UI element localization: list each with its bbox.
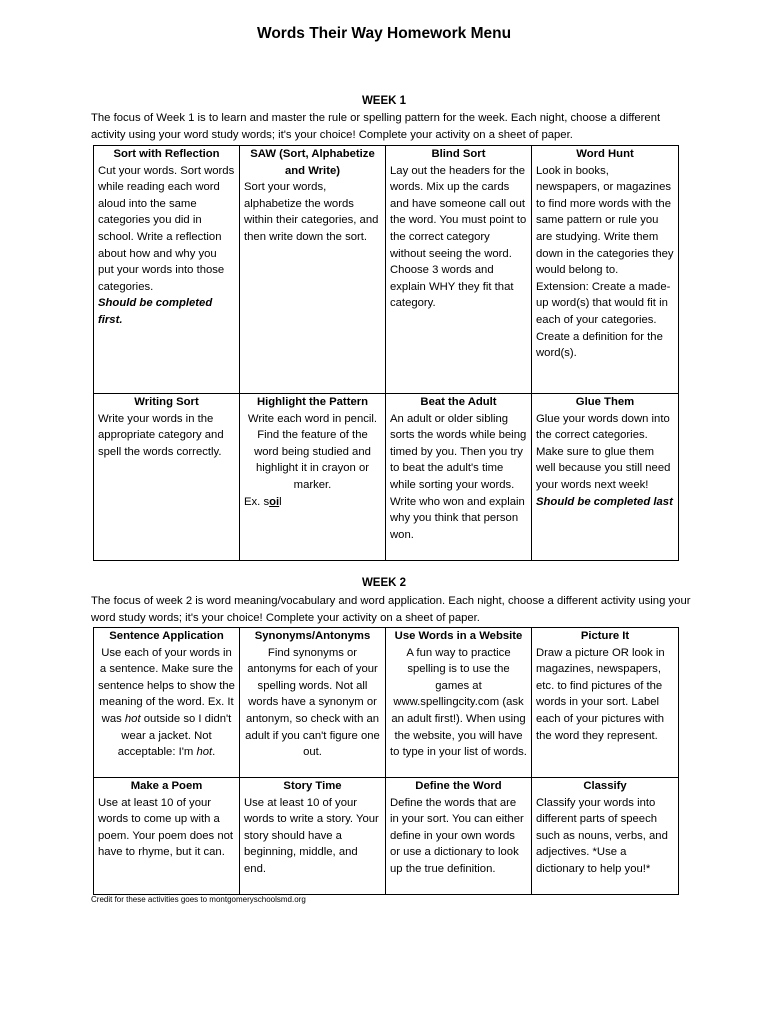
activity-cell — [386, 394, 532, 561]
activity-description: Glue your words down into the correct categories. Make sure to glue them well because you still need your words next week! — [536, 412, 671, 491]
activity-description: Write your words in the appropriate category and spell the words correctly. — [98, 412, 224, 458]
activity-title: Story Time — [283, 780, 342, 792]
activity-cell — [532, 146, 679, 394]
description-emphasis: hot — [124, 712, 141, 725]
description-part: Use each of your words in a sentence. Make sure the sentence helps to show the meaning of the word. Ex. It was — [98, 646, 235, 725]
activity-description: Look in books, newspapers, or magazines to find more words with the same pattern or rule you are studying. Write them down in the categories they would belong to. Extension: Create a made-up word(s) that would fit in each of your categories. Create a definition for the word(s). — [536, 164, 674, 360]
activity-description: A fun way to practice spelling is to use the games at www.spellingcity.com (ask an adult first!). When using the website, you will have to type in your list of words. — [390, 646, 527, 759]
activity-title: Make a Poem — [130, 780, 203, 792]
activity-example — [244, 494, 381, 511]
activity-cell — [532, 628, 679, 778]
week1-row-1 — [94, 146, 679, 394]
activity-description: Draw a picture OR look in magazines, newspapers, etc. to find pictures of the words in your sort. Label each of your pictures with the word they represent. — [536, 646, 665, 742]
activity-title: Use Words in a Website — [394, 630, 523, 642]
activity-title: Sentence Application — [109, 630, 224, 642]
activity-note: Should be completed first. — [98, 297, 213, 326]
description-part: outside so I didn't wear a jacket. Not acceptable: I'm — [117, 712, 232, 759]
activity-description: Find synonyms or antonyms for each of your spelling words. Not all words have a synonym or antonym, so check with an adult if you can't figure one out. — [245, 646, 380, 759]
week2-row-1 — [94, 628, 679, 778]
activity-title: Glue Them — [575, 396, 635, 408]
activity-title: Writing Sort — [134, 396, 199, 408]
week2-heading: WEEK 2 — [361, 577, 407, 589]
week1-activity-table — [93, 145, 679, 561]
example-prefix: Ex. s — [244, 495, 270, 508]
week2-activity-table — [93, 627, 679, 895]
activity-cell — [94, 146, 240, 394]
activity-description: Classify your words into different parts of speech such as nouns, verbs, and adjectives. *Use a dictionary to help you!* — [536, 796, 668, 875]
activity-title: Define the Word — [415, 780, 502, 792]
activity-title: SAW (Sort, Alphabetize and Write) — [250, 148, 375, 177]
activity-cell — [94, 628, 240, 778]
activity-cell — [532, 394, 679, 561]
activity-title: Synonyms/Antonyms — [254, 630, 371, 642]
activity-description: Use at least 10 of your words to come up with a poem. Your poem does not have to rhyme, but it can. — [98, 796, 234, 859]
activity-description: Define the words that are in your sort. You can either define in your own words or use a dictionary to look up the true definition. — [390, 796, 524, 875]
activity-cell — [240, 778, 386, 895]
activity-cell — [240, 394, 386, 561]
description-emphasis: hot — [196, 746, 213, 759]
activity-description: Lay out the headers for the words. Mix up the cards and have someone call out the word. You must point to the correct category without seeing the word. Choose 3 words and explain WHY they fit that category. — [390, 164, 527, 310]
activity-note: Should be completed last — [536, 495, 673, 508]
activity-cell — [386, 778, 532, 895]
activity-title: Word Hunt — [576, 148, 634, 160]
activity-cell — [94, 394, 240, 561]
activity-description: Write each word in pencil. Find the feature of the word being studied and highlight it in crayon or marker. — [247, 412, 378, 491]
week1-heading: WEEK 1 — [361, 95, 407, 107]
activity-cell — [240, 628, 386, 778]
week2-row-2 — [94, 778, 679, 895]
week2-intro: The focus of week 2 is word meaning/vocabulary and word application. Each night, choose a different activity using your word study words; it's your choice! Complete your activity on a sheet of paper. — [91, 595, 691, 624]
activity-title: Beat the Adult — [420, 396, 497, 408]
example-highlight: oi — [269, 495, 280, 508]
activity-title: Classify — [583, 780, 627, 792]
activity-title: Blind Sort — [431, 148, 486, 160]
activity-cell — [386, 146, 532, 394]
activity-description: An adult or older sibling sorts the words while being timed by you. Then you try to beat the adult's time while sorting your words. Write who won and explain why you think that person won. — [390, 412, 527, 541]
activity-cell — [386, 628, 532, 778]
credit-footer: Credit for these activities goes to montgomeryschoolsmd.org — [91, 895, 306, 904]
activity-title: Picture It — [580, 630, 630, 642]
activity-cell — [240, 146, 386, 394]
example-suffix: l — [279, 495, 282, 508]
activity-description: Cut your words. Sort words while reading each word aloud into the same categories you did in school. Write a reflection about how and why you put your words into those categories. — [98, 164, 235, 293]
activity-cell — [94, 778, 240, 895]
page-title: Words Their Way Homework Menu — [256, 25, 512, 42]
activity-description: Sort your words, alphabetize the words within their categories, and then write down the sort. — [244, 181, 379, 243]
description-part: . — [212, 746, 216, 759]
week1-intro: The focus of Week 1 is to learn and master the rule or spelling pattern for the week. Each night, choose a different activity using your word study words; it's your choice! Complete your activity on a sheet of paper. — [91, 112, 661, 141]
activity-description — [98, 645, 235, 761]
activity-description: Use at least 10 of your words to write a story. Your story should have a beginning, middle, and end. — [244, 796, 379, 875]
week1-row-2 — [94, 394, 679, 561]
activity-title: Highlight the Pattern — [256, 396, 369, 408]
activity-cell — [532, 778, 679, 895]
activity-title: Sort with Reflection — [113, 148, 220, 160]
